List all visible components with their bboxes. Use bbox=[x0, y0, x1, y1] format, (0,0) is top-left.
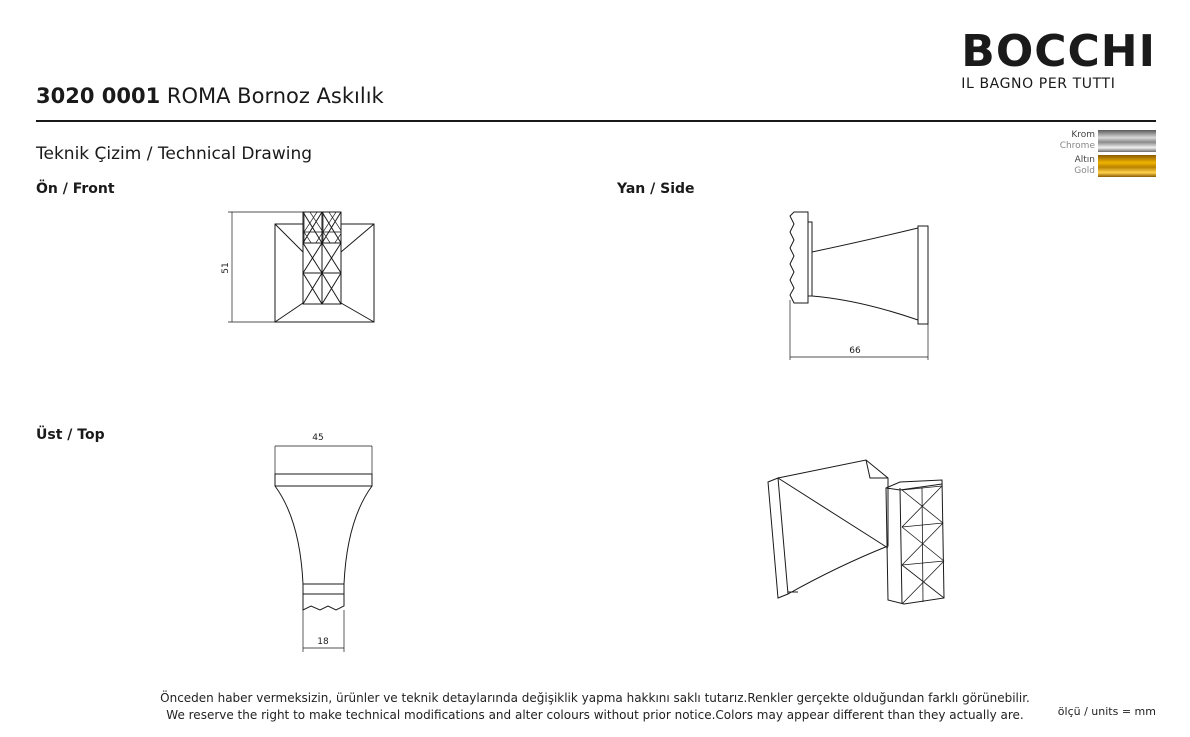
iso-pattern bbox=[902, 486, 944, 604]
section-title: Teknik Çizim / Technical Drawing bbox=[36, 144, 313, 164]
units-note: ölçü / units = mm bbox=[1057, 705, 1156, 718]
finish-gold-en: Gold bbox=[1074, 166, 1095, 176]
top-dim-width: 45 bbox=[312, 433, 324, 443]
front-view-drawing bbox=[228, 212, 374, 322]
front-dim-height: 51 bbox=[221, 262, 231, 274]
finish-gold-tr: Altın bbox=[1074, 155, 1095, 165]
isometric-view-drawing bbox=[768, 460, 944, 604]
top-view-drawing bbox=[275, 446, 372, 652]
disclaimer-en: We reserve the right to make technical modifications and alter colours without prior notice.Colors may appear different than they actually are. bbox=[166, 708, 1024, 722]
disclaimer bbox=[0, 690, 1190, 724]
side-dim-depth: 66 bbox=[849, 346, 861, 356]
top-view-label: Üst / Top bbox=[36, 427, 105, 443]
brand-tagline: IL BAGNO PER TUTTI bbox=[961, 76, 1116, 92]
side-view-label: Yan / Side bbox=[617, 181, 695, 197]
product-name: ROMA Bornoz Askılık bbox=[166, 84, 384, 108]
top-dim-base: 18 bbox=[317, 637, 329, 647]
disclaimer-tr: Önceden haber vermeksizin, ürünler ve teknik detaylarında değişiklik yapma hakkını saklı tutarız.Renkler gerçekte olduğundan farklı görünebilir. bbox=[160, 691, 1030, 705]
finish-chrome-tr: Krom bbox=[1071, 130, 1095, 140]
finish-chrome-en: Chrome bbox=[1059, 141, 1095, 151]
product-code: 3020 0001 bbox=[36, 84, 161, 108]
front-view-label: Ön / Front bbox=[36, 181, 115, 197]
brand-name: BOCCHI bbox=[961, 26, 1156, 77]
side-view-drawing bbox=[790, 212, 928, 360]
